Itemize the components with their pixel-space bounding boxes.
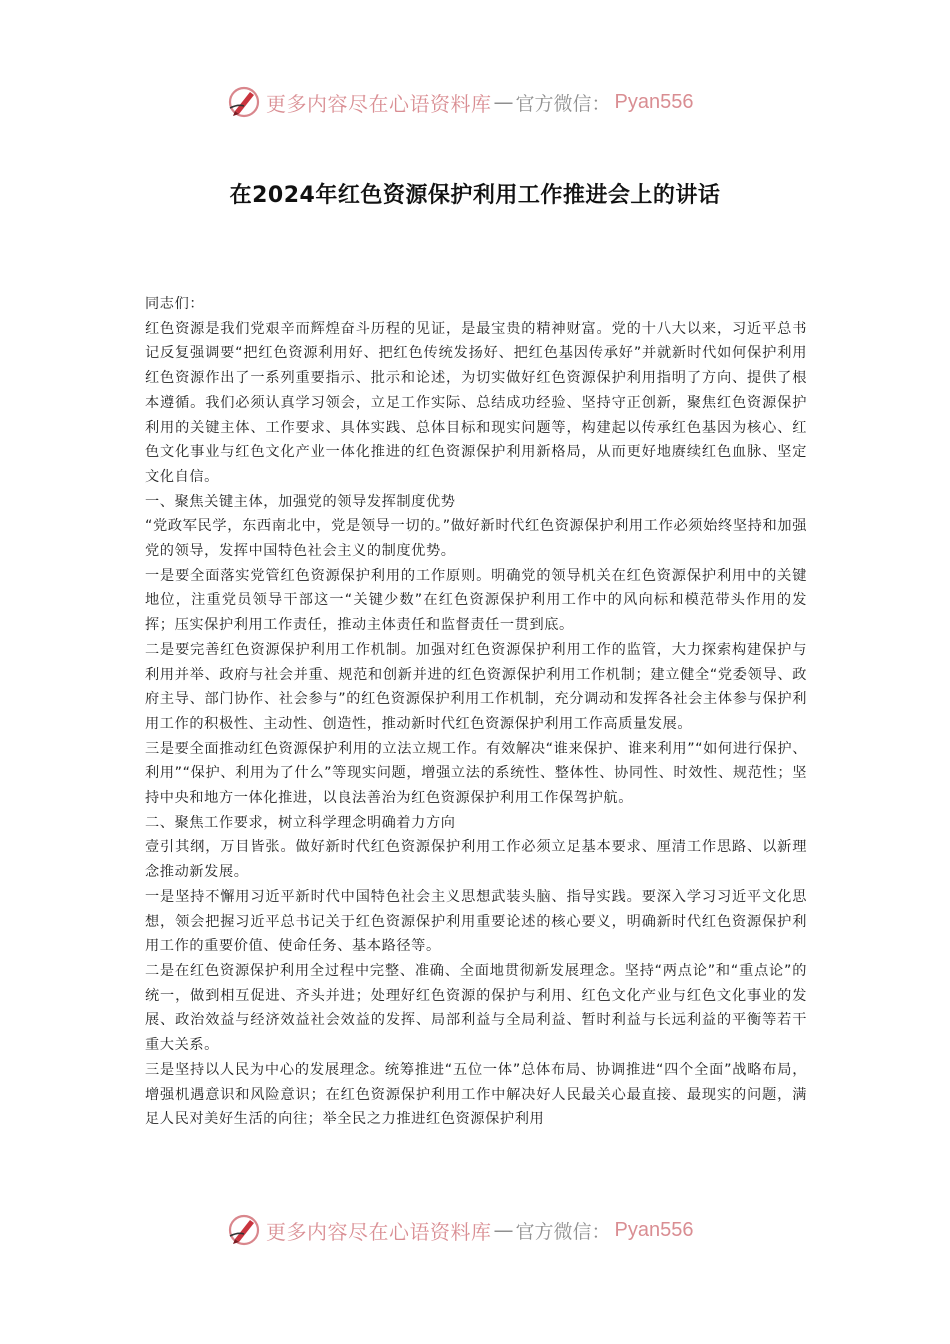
document-body (145, 292, 807, 1132)
paragraph-intro: 红色资源是我们党艰辛而辉煌奋斗历程的见证，是最宝贵的精神财富。党的十八大以来，习近平总书记反复强调要“把红色资源利用好、把红色传统发扬好、把红色基因传承好”并就新时代如何保护利用红色资源作出了一系列重要指示、批示和论述，为切实做好红色资源保护利用指明了方向、提供了根本遵循。我们必须认真学习领会，立足工作实际、总结成功经验、坚持守正创新，聚焦红色资源保护利用的关键主体、工作要求、具体实践、总体目标和现实问题等，构建起以传承红色基因为核心、红色文化事业与红色文化产业一体化推进的红色资源保护利用新格局，从而更好地赓续红色血脉、坚定文化自信。 (145, 320, 807, 485)
pen-logo-icon (226, 84, 262, 120)
pen-logo-icon (226, 1212, 262, 1248)
paragraph: 三是坚持以人民为中心的发展理念。统筹推进“五位一体”总体布局、协调推进“四个全面”战略布局，增强机遇意识和风险意识；在红色资源保护利用工作中解决好人民最关心最直接、最现实的问题，满足人民对美好生活的向往；举全民之力推进红色资源保护利用 (145, 1061, 807, 1128)
banner-official-label: 官方微信： (515, 1220, 611, 1243)
banner-separator: — (493, 90, 514, 114)
paragraph: 一是要全面落实党管红色资源保护利用的工作原则。明确党的领导机关在红色资源保护利用中的关键地位，注重党员领导干部这一“关键少数”在红色资源保护利用工作中的风向标和模范带头作用的发挥；压实保护利用工作责任，推动主体责任和监督责任一贯到底。 (145, 567, 807, 634)
section-heading-1: 一、聚焦关键主体，加强党的领导发挥制度优势 (145, 493, 456, 510)
banner-text: 更多内容尽在心语资料库 (266, 91, 492, 116)
banner-text: 更多内容尽在心语资料库 (266, 1219, 492, 1244)
section-heading-2: 二、聚焦工作要求，树立科学理念明确着力方向 (145, 814, 456, 831)
paragraph: 三是要全面推动红色资源保护利用的立法立规工作。有效解决“谁来保护、谁来利用”“如何进行保护、利用”“保护、利用为了什么”等现实问题，增强立法的系统性、整体性、协同性、时效性、规范性；坚持中央和地方一体化推进，以良法善治为红色资源保护利用工作保驾护航。 (145, 740, 807, 807)
paragraph: 一是坚持不懈用习近平新时代中国特色社会主义思想武装头脑、指导实践。要深入学习习近平文化思想，领会把握习近平总书记关于红色资源保护利用重要论述的核心要义，明确新时代红色资源保护利用工作的重要价值、使命任务、基本路径等。 (145, 888, 807, 955)
banner-wechat-id: Pyan556 (614, 1218, 694, 1241)
footer-banner (226, 1210, 746, 1250)
banner-separator: — (493, 1218, 514, 1242)
header-banner (226, 82, 746, 122)
paragraph: 二是在红色资源保护利用全过程中完整、准确、全面地贯彻新发展理念。坚持“两点论”和“重点论”的统一，做到相互促进、齐头并进；处理好红色资源的保护与利用、红色文化产业与红色文化事业的发展、政治效益与经济效益社会效益的发挥、局部利益与全局利益、暂时利益与长远利益的平衡等若干重大关系。 (145, 962, 807, 1054)
banner-official-label: 官方微信： (515, 92, 611, 115)
paragraph: 二是要完善红色资源保护利用工作机制。加强对红色资源保护利用工作的监管，大力探索构建保护与利用并举、政府与社会并重、规范和创新并进的红色资源保护利用工作机制；建立健全“党委领导、政府主导、部门协作、社会参与”的红色资源保护利用工作机制，充分调动和发挥各社会主体参与保护利用工作的积极性、主动性、创造性，推动新时代红色资源保护利用工作高质量发展。 (145, 641, 807, 732)
salutation: 同志们： (145, 296, 205, 312)
banner-wechat-id: Pyan556 (614, 90, 694, 113)
paragraph: 壹引其纲，万目皆张。做好新时代红色资源保护利用工作必须立足基本要求、厘清工作思路、以新理念推动新发展。 (145, 839, 807, 881)
document-title: 在2024年红色资源保护利用工作推进会上的讲话 (229, 183, 721, 208)
paragraph: “党政军民学，东西南北中，党是领导一切的。”做好新时代红色资源保护利用工作必须始终坚持和加强党的领导，发挥中国特色社会主义的制度优势。 (145, 518, 807, 560)
